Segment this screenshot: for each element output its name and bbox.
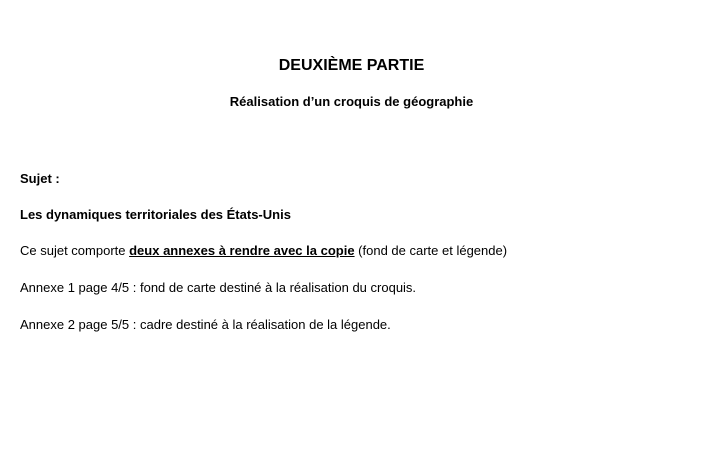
part-title: DEUXIÈME PARTIE [278, 57, 425, 74]
sujet-label: Sujet : [20, 171, 60, 186]
consigne-line [20, 242, 507, 260]
sujet-title: Les dynamiques territoriales des États-Unis [20, 207, 291, 222]
consigne-text-before: Ce sujet comporte [20, 243, 130, 258]
annexe-1-line: Annexe 1 page 4/5 : fond de carte destiné à la réalisation du croquis. [20, 280, 417, 295]
annexe-2-line: Annexe 2 page 5/5 : cadre destiné à la réalisation de la légende. [20, 317, 391, 332]
consigne-text-after: (fond de carte et légende) [354, 243, 508, 258]
consigne-emphasis: deux annexes à rendre avec la copie [129, 243, 355, 258]
part-subtitle: Réalisation d’un croquis de géographie [229, 94, 474, 109]
